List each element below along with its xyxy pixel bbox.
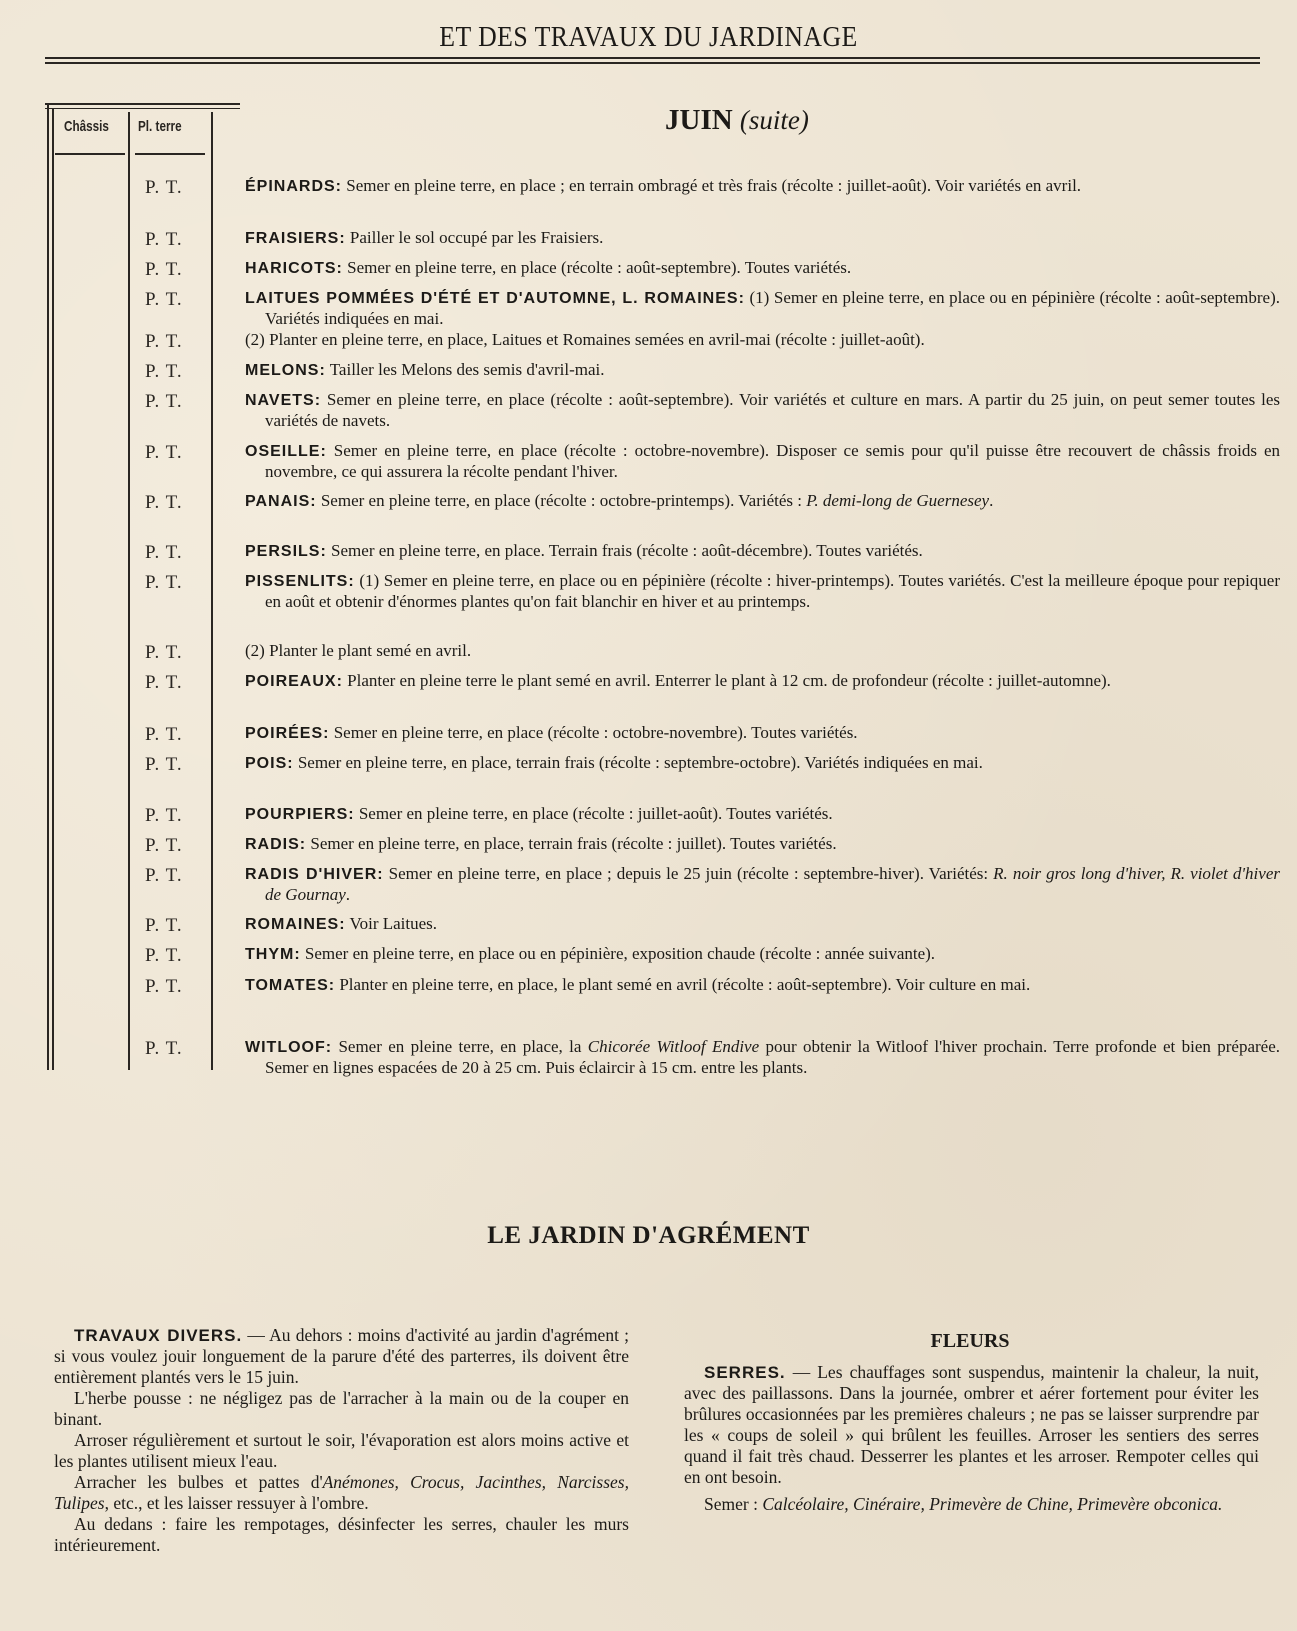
- entry-text: Planter en pleine terre le plant semé en avril. Enterrer le plant à 12 cm. de profondeur (récolte : juillet-automne).: [342, 671, 1111, 690]
- table-divider-line: [128, 112, 130, 1070]
- paragraph: L'herbe pousse : ne négligez pas de l'arracher à la main ou de la couper en binant.: [54, 1388, 629, 1429]
- keyword: TRAVAUX DIVERS.: [74, 1326, 243, 1345]
- entry: [245, 176, 1280, 197]
- column-header-pleine-terre: Pl. terre: [138, 118, 182, 135]
- section-title: LE JARDIN D'AGRÉMENT: [487, 1222, 810, 1249]
- paragraph: SERRES. — Les chauffages sont suspendus, maintenir la chaleur, la nuit, avec des paillassons. Dans la journée, ombrer et aérer fortement pour éviter les brûlures occasionnées par les premières chaleurs ; ne pas se laisser surprendre par les « coups de soleil » qui brûlent les feuilles. Arroser les sentiers des serres quand il fait très chaud. Desserrer les plantes et les arroser. Rempoter celles qui en ont besoin.: [684, 1362, 1259, 1487]
- entry: [245, 1037, 1280, 1078]
- entry-keyword: THYM:: [245, 946, 301, 963]
- pleine-terre-marker: P. T.: [145, 915, 183, 936]
- pleine-terre-marker: P. T.: [145, 442, 183, 463]
- pleine-terre-marker: P. T.: [145, 229, 183, 250]
- paragraph: Au dedans : faire les rempotages, désinfecter les serres, chauler les murs intérieurement.: [54, 1514, 629, 1555]
- entry-text: Semer en pleine terre, en place (récolte : juillet-août). Toutes variétés.: [354, 804, 833, 823]
- running-head: ET DES TRAVAUX DU JARDINAGE: [439, 22, 858, 53]
- entry: [245, 723, 1280, 744]
- entry-tail: .: [989, 491, 994, 510]
- serres-column: [684, 1362, 1259, 1515]
- pleine-terre-marker: P. T.: [145, 391, 183, 412]
- entry-keyword: POIRÉES:: [245, 725, 330, 742]
- entry-keyword: PERSILS:: [245, 543, 327, 560]
- entry: [245, 491, 1280, 512]
- entry-keyword: RADIS:: [245, 836, 307, 853]
- pleine-terre-marker: P. T.: [145, 361, 183, 382]
- table-right-line: [211, 112, 213, 1070]
- paragraph: Arroser régulièrement et surtout le soir, l'évaporation est alors moins active et les plantes utilisent mieux l'eau.: [54, 1430, 629, 1471]
- pleine-terre-marker: P. T.: [145, 805, 183, 826]
- page-title-suffix: (suite): [739, 105, 809, 135]
- entry-text: Pailler le sol occupé par les Fraisiers.: [345, 228, 604, 247]
- entry: [245, 228, 1280, 249]
- pleine-terre-marker: P. T.: [145, 331, 183, 352]
- entry: [245, 914, 1280, 935]
- entry-italic: R. noir gros long d'hiver, R. violet d'hiver de Gournay: [265, 864, 1280, 904]
- pleine-terre-marker: P. T.: [145, 672, 183, 693]
- pleine-terre-marker: P. T.: [145, 289, 183, 310]
- entry-text: (2) Planter le plant semé en avril.: [245, 641, 472, 660]
- entry-text: Semer en pleine terre, en place, terrain frais (récolte : septembre-octobre). Variétés indiquées en mai.: [293, 753, 983, 772]
- subsection-title-fleurs: FLEURS: [930, 1330, 1010, 1352]
- paragraph: Semer : Calcéolaire, Cinéraire, Primevère de Chine, Primevère obconica.: [704, 1494, 1223, 1514]
- entry: [245, 864, 1280, 905]
- entry-keyword: WITLOOF:: [245, 1039, 333, 1056]
- entry-keyword: RADIS D'HIVER:: [245, 866, 384, 883]
- entry-text: Planter en pleine terre, en place, le plant semé en avril (récolte : août-septembre). Voir culture en mai.: [335, 975, 1031, 994]
- table-inner-left-line: [52, 108, 54, 1070]
- pleine-terre-marker: P. T.: [145, 724, 183, 745]
- entry-keyword: OSEILLE:: [245, 443, 327, 460]
- entry: [245, 390, 1280, 431]
- entry-keyword: POIREAUX:: [245, 673, 343, 690]
- entry-text: Voir Laitues.: [345, 914, 438, 933]
- entry-text: Semer en pleine terre, en place ; en terrain ombragé et très frais (récolte : juillet-août). Voir variétés en avril.: [342, 176, 1082, 195]
- page-title-month: JUIN: [665, 104, 733, 136]
- entry-text: Semer en pleine terre, en place ou en pépinière, exposition chaude (récolte : année suivante).: [300, 944, 936, 963]
- entry-keyword: FRAISIERS:: [245, 230, 346, 247]
- travaux-divers-column: [54, 1325, 629, 1556]
- entry-text: Semer en pleine terre, en place (récolte : octobre-novembre). Disposer ce semis pour qu'il puisse être recouvert de châssis froids en novembre, ce qui assurera la récolte pendant l'hiver.: [265, 441, 1280, 481]
- entry-keyword: HARICOTS:: [245, 260, 343, 277]
- pleine-terre-marker: P. T.: [145, 945, 183, 966]
- column-header-chassis: Châssis: [64, 118, 109, 135]
- pleine-terre-marker: P. T.: [145, 1038, 183, 1059]
- entry-text: Semer en pleine terre, en place (récolte : août-septembre). Toutes variétés.: [342, 258, 852, 277]
- pleine-terre-marker: P. T.: [145, 572, 183, 593]
- pleine-terre-marker: P. T.: [145, 542, 183, 563]
- entry-italic: P. demi-long de Guernesey: [806, 491, 990, 510]
- entry-keyword: ÉPINARDS:: [245, 178, 343, 195]
- entry-keyword: ROMAINES:: [245, 916, 346, 933]
- entry-text: Tailler les Melons des semis d'avril-mai.: [325, 360, 605, 379]
- table-frame-top: [45, 103, 240, 109]
- pleine-terre-marker: P. T.: [145, 976, 183, 997]
- entry: [245, 441, 1280, 482]
- pleine-terre-marker: P. T.: [145, 259, 183, 280]
- page-title: [665, 104, 809, 137]
- entry: [245, 258, 1280, 279]
- entry-tail: .: [345, 885, 350, 904]
- column-underline-chassis: [55, 153, 125, 155]
- column-underline-pleine-terre: [135, 153, 205, 155]
- entry-text: (1) Semer en pleine terre, en place ou en pépinière (récolte : hiver-printemps). Toutes variétés. C'est la meilleure époque pour repiquer en août et obtenir d'énormes plantes qu'on fait blanchir en hiver et au printemps.: [265, 571, 1280, 611]
- entry-keyword: POURPIERS:: [245, 806, 355, 823]
- keyword: SERRES.: [704, 1363, 786, 1382]
- entry-text: (2) Planter en pleine terre, en place, Laitues et Romaines semées en avril-mai (récolte : juillet-août).: [245, 330, 925, 349]
- entry: [245, 571, 1280, 612]
- entry: [245, 641, 1260, 661]
- entry: [245, 541, 1280, 562]
- entry-text: Semer en pleine terre, en place (récolte : octobre-novembre). Toutes variétés.: [329, 723, 858, 742]
- paragraph: Arracher les bulbes et pattes d'Anémones, Crocus, Jacinthes, Narcisses, Tulipes, etc., et les laisser ressuyer à l'ombre.: [54, 1472, 629, 1513]
- entry-text: Semer en pleine terre, en place (récolte : octobre-printemps). Variétés :: [316, 491, 807, 510]
- entry: [245, 944, 1280, 965]
- entry-text: Semer en pleine terre, en place ; depuis le 25 juin (récolte : septembre-hiver). Variétés:: [383, 864, 994, 883]
- entry: [245, 975, 1280, 996]
- entry: [245, 330, 1260, 350]
- entry: [245, 360, 1280, 381]
- pleine-terre-marker: P. T.: [145, 492, 183, 513]
- pleine-terre-marker: P. T.: [145, 177, 183, 198]
- pleine-terre-marker: P. T.: [145, 865, 183, 886]
- pleine-terre-marker: P. T.: [145, 754, 183, 775]
- entry: [245, 804, 1280, 825]
- entry-italic: Chicorée Witloof Endive: [587, 1037, 760, 1056]
- entry-keyword: PISSENLITS:: [245, 573, 355, 590]
- table-outer-left-line: [47, 105, 49, 1070]
- entry: [245, 671, 1280, 692]
- header-double-rule: [45, 57, 1260, 64]
- entry-text: (1) Semer en pleine terre, en place ou en pépinière (récolte : août-septembre). Variétés indiquées en mai.: [265, 288, 1281, 328]
- entry-keyword: PANAIS:: [245, 493, 317, 510]
- entry-keyword: LAITUES POMMÉES D'ÉTÉ ET D'AUTOMNE, L. ROMAINES:: [245, 290, 745, 307]
- entry-text: Semer en pleine terre, en place (récolte : août-septembre). Voir variétés et culture en mars. A partir du 25 juin, on peut semer toutes les variétés de navets.: [265, 390, 1280, 430]
- paragraph: TRAVAUX DIVERS. — Au dehors : moins d'activité au jardin d'agrément ; si vous voulez jouir longuement de la parure d'été des parterres, ils doivent être entièrement plantés vers le 15 juin.: [54, 1325, 629, 1387]
- entry: [245, 834, 1280, 855]
- entry-keyword: POIS:: [245, 755, 294, 772]
- entry-keyword: NAVETS:: [245, 392, 322, 409]
- pleine-terre-marker: P. T.: [145, 835, 183, 856]
- pleine-terre-marker: P. T.: [145, 642, 183, 663]
- entry-keyword: MELONS:: [245, 362, 326, 379]
- entry: [245, 288, 1280, 329]
- entry: [245, 753, 1280, 774]
- entry-text: Semer en pleine terre, en place. Terrain frais (récolte : août-décembre). Toutes variétés.: [326, 541, 923, 560]
- entry-tail: pour obtenir la Witloof l'hiver prochain. Terre profonde et bien préparée. Semer en lignes espacées de 20 à 25 cm. Puis éclaircir à 15 cm. entre les plants.: [265, 1037, 1280, 1077]
- entry-text: Semer en pleine terre, en place, la: [332, 1037, 588, 1056]
- entry-text: Semer en pleine terre, en place, terrain frais (récolte : juillet). Toutes variétés.: [306, 834, 837, 853]
- entry-keyword: TOMATES:: [245, 977, 336, 994]
